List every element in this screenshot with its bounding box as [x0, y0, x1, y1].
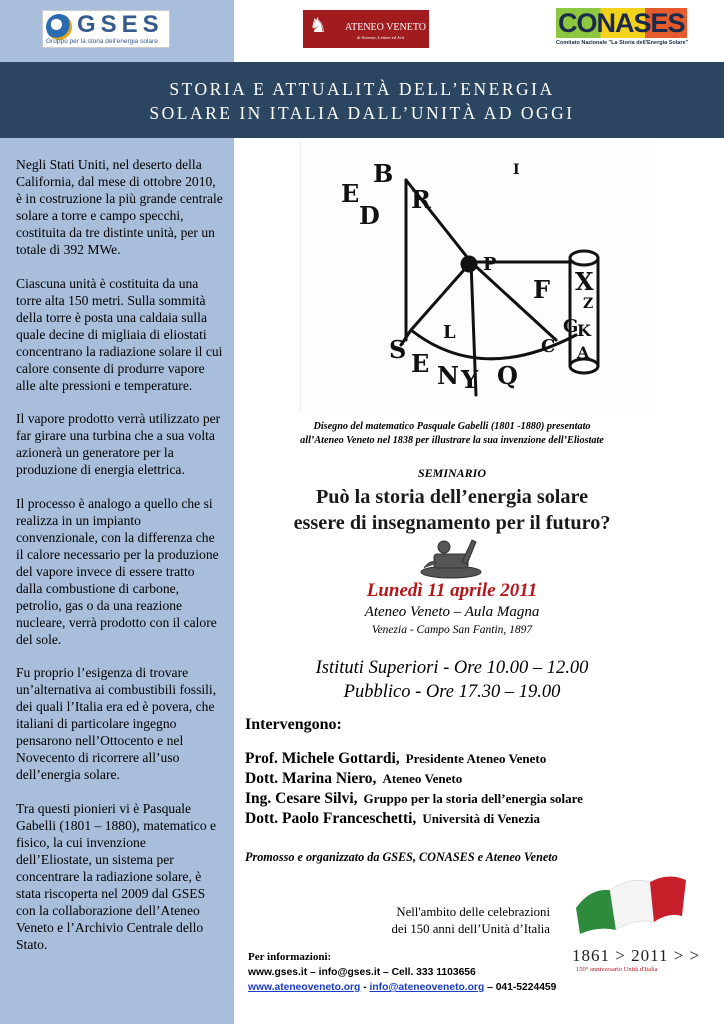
sidebar-paragraph: Il processo è analogo a quello che si realizza in un impianto convenzionale, con la differenza che il calore necessario per la produzione del vapore invece di essere tratto dalla combustione di carbone, petrolio, gas o da una reazione nucleare, verrà prodotto con il calore del sole. [16, 495, 219, 647]
drawing-label: X [575, 267, 594, 296]
banner-line-1: STORIA E ATTUALITÀ DELL’ENERGIA [169, 79, 555, 99]
banner-line-2: SOLARE IN ITALIA DALL’UNITÀ AD OGGI [149, 103, 575, 123]
drawing-label: K [577, 321, 591, 340]
drawing-label: B [373, 159, 394, 188]
drawing-label: N [437, 361, 459, 390]
speaker-row: Prof. Michele Gottardi, Presidente Ateneo Veneto [245, 750, 547, 767]
drawing-label: Y [461, 365, 479, 394]
sidebar-paragraph: Ciascuna unità è costituita da una torre alta 150 metri. Sulla sommità della torre è posta una caldaia sulla quale decine di migliaia di eliostati concentrano la radiazione solare il cui calore consente di produrre vapore alle alte pressioni e temperature. [16, 275, 223, 393]
drawing-label: Q [497, 361, 518, 390]
speakers-heading: Intervengono: [245, 716, 342, 733]
organizers-note: Promosso e organizzato da GSES, CONASES e Ateneo Veneto [245, 850, 558, 864]
contact-line-ateneo: www.ateneoveneto.org - info@ateneoveneto.org – 041-5224459 [248, 982, 557, 993]
sun-icon [46, 14, 72, 40]
conases-logo: CONASES Comitato Nazionale "La Storia dell'Energia Solare" [556, 8, 689, 46]
drawing-caption: Disegno del matematico Pasquale Gabelli (1801 -1880) presentato all’Ateneo Veneto nel 1838 per illustrare la sua invenzione dell’Eliostate [300, 421, 604, 446]
speaker-row: Dott. Marina Niero, Ateneo Veneto [245, 770, 463, 787]
event-date: Lunedì 11 aprile 2011 [366, 580, 538, 601]
contact-line-gses: www.gses.it – info@gses.it – Cell. 333 1103656 [248, 967, 476, 978]
drawing-label: I [513, 162, 520, 178]
drawing-label: S [389, 335, 407, 364]
anniversary-logo: 1861 > 2011 > > [572, 946, 701, 965]
ateneo-email-link[interactable]: info@ateneoveneto.org [369, 982, 485, 993]
contact-info [248, 950, 556, 995]
speakers-list [245, 749, 685, 829]
anniversary-logo-sub: 150° anniversario Unità d'Italia [576, 966, 658, 973]
event-schedule [252, 656, 652, 704]
gses-logo: GSES Gruppo per la storia dell'energia solare [42, 10, 170, 48]
gses-phone: Cell. 333 1103656 [391, 967, 476, 978]
drawing-label: E [411, 349, 430, 378]
drawing-label: E [341, 179, 360, 208]
drawing-label: A [577, 343, 590, 362]
heliostat-drawing [300, 140, 655, 412]
ateneo-emblem-icon [410, 534, 492, 580]
drawing-label: G [563, 316, 579, 337]
speaker-row: Dott. Paolo Franceschetti, Università di Venezia [245, 810, 541, 827]
gses-website: www.gses.it [248, 967, 308, 978]
drawing-label: P [483, 254, 497, 275]
speaker-row: Ing. Cesare Silvi, Gruppo per la storia dell’energia solare [245, 790, 583, 807]
gses-email: info@gses.it [318, 967, 381, 978]
contact-label: Per informazioni: [248, 951, 332, 963]
heliostat-sketch [301, 140, 656, 412]
sidebar-paragraph: Fu proprio l’esigenza di trovare un’alternativa ai combustibili fossili, dei quali l’Italia era ed è povera, che italiani di particolare ingegno pensarono nell’Ottocento e nel Novecento di ricorrere all’uso dell’energia solare. [16, 665, 217, 782]
sidebar-article [16, 156, 224, 969]
drawing-label: D [359, 201, 380, 230]
schedule-public: Pubblico - Ore 17.30 – 19.00 [343, 682, 561, 702]
sidebar-paragraph: Il vapore prodotto verrà utilizzato per far girare una turbina che a sua volta azionerà un generatore per la produzione di energia elettrica. [16, 411, 221, 477]
sidebar-paragraph: Negli Stati Uniti, nel deserto della California, dal mese di ottobre 2010, è in costruzione la più grande centrale solare a torre e campo specchi, costituita da tre distinte unità, per un totale di 392 MWe. [16, 157, 223, 257]
event-venue: Ateneo Veneto – Aula Magna [364, 604, 540, 620]
title-banner [0, 62, 724, 138]
ateneo-website-link[interactable]: www.ateneoveneto.org [248, 982, 361, 993]
seminar-title: Può la storia dell’energia solare essere di insegnamento per il futuro? [293, 486, 611, 534]
drawing-label: R [411, 185, 431, 214]
event-address: Venezia - Campo San Fantin, 1897 [371, 624, 533, 636]
seminar-label: SEMINARIO [417, 466, 487, 480]
italian-flag-icon [570, 868, 690, 940]
ateneo-phone: 041-5224459 [495, 982, 557, 993]
drawing-label: L [443, 322, 456, 343]
drawing-label: F [533, 275, 551, 304]
lion-icon: ♞ [309, 15, 327, 37]
sidebar-paragraph: Tra questi pionieri vi è Pasquale Gabelli (1801 – 1880), matematico e fisico, la cui invenzione dell’Eliostate, un sistema per concentrare la radiazione solare, è stata riscoperta nel 2009 dal GSES con la collaborazione dell’Ateneo Veneto e l’Archivio Centrale dello Stato. [16, 800, 217, 952]
ateneo-veneto-logo: ♞ ATENEO VENETO di Scienze, Lettere ed Arti [303, 10, 429, 48]
anniversary-note: Nell'ambito delle celebrazioni dei 150 anni dell’Unità d’Italia [391, 905, 550, 936]
schedule-schools: Istituti Superiori - Ore 10.00 – 12.00 [315, 658, 589, 678]
drawing-label: C [541, 336, 556, 357]
drawing-label: Z [583, 296, 594, 312]
